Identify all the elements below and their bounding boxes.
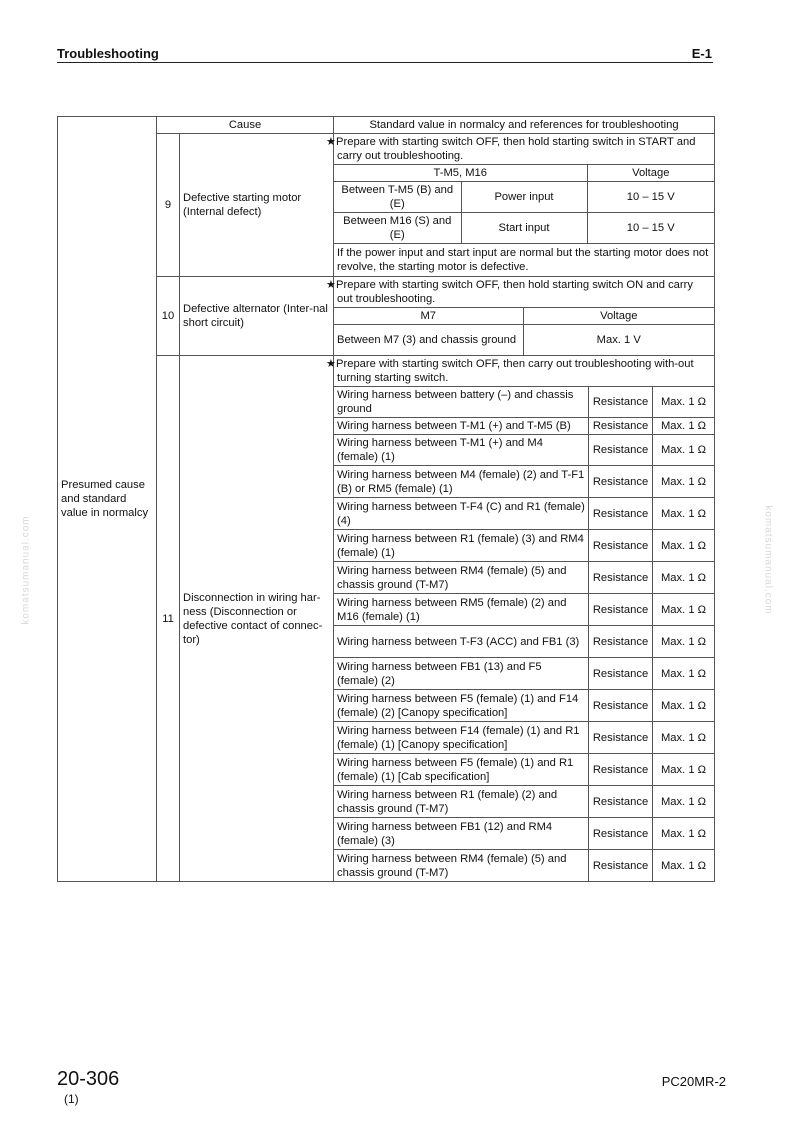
- prep-note: ★Prepare with starting switch OFF, then carry out troubleshooting with-out turning starting switch.: [334, 356, 715, 387]
- measure-point-header: T-M5, M16: [334, 165, 587, 182]
- harness-desc: Wiring harness between T-F4 (C) and R1 (female) (4): [334, 498, 589, 530]
- measure-point: Between M16 (S) and (E): [334, 213, 461, 244]
- harness-value: Max. 1 Ω: [653, 418, 715, 435]
- harness-desc: Wiring harness between R1 (female) (2) and chassis ground (T-M7): [334, 786, 589, 818]
- harness-value: Max. 1 Ω: [653, 658, 715, 690]
- section-code: E-1: [691, 46, 712, 61]
- harness-desc: Wiring harness between M4 (female) (2) and T-F1 (B) or RM5 (female) (1): [334, 466, 589, 498]
- item-number: 10: [157, 276, 180, 356]
- harness-type: Resistance: [589, 786, 653, 818]
- harness-type: Resistance: [589, 594, 653, 626]
- section-title: Troubleshooting: [57, 46, 159, 61]
- harness-desc: Wiring harness between T-F3 (ACC) and FB1 (3): [334, 626, 589, 658]
- watermark-left: komatsumanual.com: [20, 515, 32, 625]
- harness-desc: Wiring harness between RM5 (female) (2) and M16 (female) (1): [334, 594, 589, 626]
- harness-desc: Wiring harness between F5 (female) (1) and R1 (female) (1) [Cab specification]: [334, 754, 589, 786]
- measure-point-header: M7: [334, 307, 523, 324]
- col-header-standard: Standard value in normalcy and references for troubleshooting: [334, 117, 715, 134]
- harness-type: Resistance: [589, 530, 653, 562]
- harness-desc: Wiring harness between FB1 (13) and F5 (female) (2): [334, 658, 589, 690]
- harness-type: Resistance: [589, 626, 653, 658]
- harness-type: Resistance: [589, 387, 653, 418]
- harness-type: Resistance: [589, 722, 653, 754]
- measure-point: Between M7 (3) and chassis ground: [334, 324, 523, 355]
- measure-value: 10 – 15 V: [587, 213, 714, 244]
- harness-type: Resistance: [589, 562, 653, 594]
- harness-desc: Wiring harness between F14 (female) (1) and R1 (female) (1) [Canopy specification]: [334, 722, 589, 754]
- item-9-detail-table: [326, 134, 714, 276]
- col-header-cause: Cause: [157, 117, 334, 134]
- harness-value: Max. 1 Ω: [653, 387, 715, 418]
- measure-type-header: Voltage: [523, 307, 714, 324]
- item-number: 11: [157, 356, 180, 882]
- harness-type: Resistance: [589, 498, 653, 530]
- result-note: If the power input and start input are normal but the starting motor does not revolve, the starting motor is defective.: [334, 244, 714, 276]
- watermark-right: komatsumanual.com: [762, 505, 774, 615]
- measure-value: Max. 1 V: [523, 324, 714, 355]
- harness-type: Resistance: [589, 754, 653, 786]
- troubleshooting-table: [57, 116, 715, 882]
- harness-type: Resistance: [589, 818, 653, 850]
- item-cause: Defective alternator (Inter-nal short circuit): [180, 276, 334, 356]
- page-number: 20-306: [57, 1068, 120, 1090]
- page-revision: (1): [64, 1092, 79, 1106]
- harness-type: Resistance: [589, 435, 653, 466]
- harness-value: Max. 1 Ω: [653, 466, 715, 498]
- measure-desc: Power input: [461, 182, 587, 213]
- harness-desc: Wiring harness between RM4 (female) (5) and chassis ground (T-M7): [334, 562, 589, 594]
- harness-value: Max. 1 Ω: [653, 850, 715, 882]
- item-10-detail-table: [326, 277, 714, 356]
- harness-desc: Wiring harness between FB1 (12) and RM4 (female) (3): [334, 818, 589, 850]
- harness-type: Resistance: [589, 850, 653, 882]
- item-detail: [326, 134, 715, 277]
- item-detail: [326, 276, 715, 356]
- harness-desc: Wiring harness between RM4 (female) (5) and chassis ground (T-M7): [334, 850, 589, 882]
- harness-value: Max. 1 Ω: [653, 722, 715, 754]
- harness-value: Max. 1 Ω: [653, 562, 715, 594]
- left-label: Presumed cause and standard value in normalcy: [58, 117, 157, 882]
- measure-desc: Start input: [461, 213, 587, 244]
- harness-type: Resistance: [589, 418, 653, 435]
- model-name: PC20MR-2: [661, 1074, 726, 1089]
- header-rule: [57, 62, 713, 63]
- harness-value: Max. 1 Ω: [653, 594, 715, 626]
- harness-desc: Wiring harness between T-M1 (+) and T-M5 (B): [334, 418, 589, 435]
- measure-type-header: Voltage: [587, 165, 714, 182]
- harness-value: Max. 1 Ω: [653, 530, 715, 562]
- harness-value: Max. 1 Ω: [653, 690, 715, 722]
- harness-type: Resistance: [589, 658, 653, 690]
- prep-note: ★Prepare with starting switch OFF, then hold starting switch ON and carry out troubleshooting.: [334, 277, 714, 308]
- harness-desc: Wiring harness between F5 (female) (1) and F14 (female) (2) [Canopy specification]: [334, 690, 589, 722]
- harness-value: Max. 1 Ω: [653, 786, 715, 818]
- harness-type: Resistance: [589, 690, 653, 722]
- item-cause: Disconnection in wiring har-ness (Disconnection or defective contact of connec-tor): [180, 356, 334, 882]
- harness-value: Max. 1 Ω: [653, 754, 715, 786]
- item-cause: Defective starting motor (Internal defect): [180, 134, 334, 277]
- harness-value: Max. 1 Ω: [653, 626, 715, 658]
- harness-desc: Wiring harness between R1 (female) (3) and RM4 (female) (1): [334, 530, 589, 562]
- harness-desc: Wiring harness between T-M1 (+) and M4 (female) (1): [334, 435, 589, 466]
- harness-desc: Wiring harness between battery (–) and chassis ground: [334, 387, 589, 418]
- harness-value: Max. 1 Ω: [653, 435, 715, 466]
- item-number: 9: [157, 134, 180, 277]
- harness-type: Resistance: [589, 466, 653, 498]
- prep-note: ★Prepare with starting switch OFF, then hold starting switch in START and carry out troubleshooting.: [334, 134, 714, 165]
- harness-value: Max. 1 Ω: [653, 818, 715, 850]
- measure-value: 10 – 15 V: [587, 182, 714, 213]
- measure-point: Between T-M5 (B) and (E): [334, 182, 461, 213]
- harness-value: Max. 1 Ω: [653, 498, 715, 530]
